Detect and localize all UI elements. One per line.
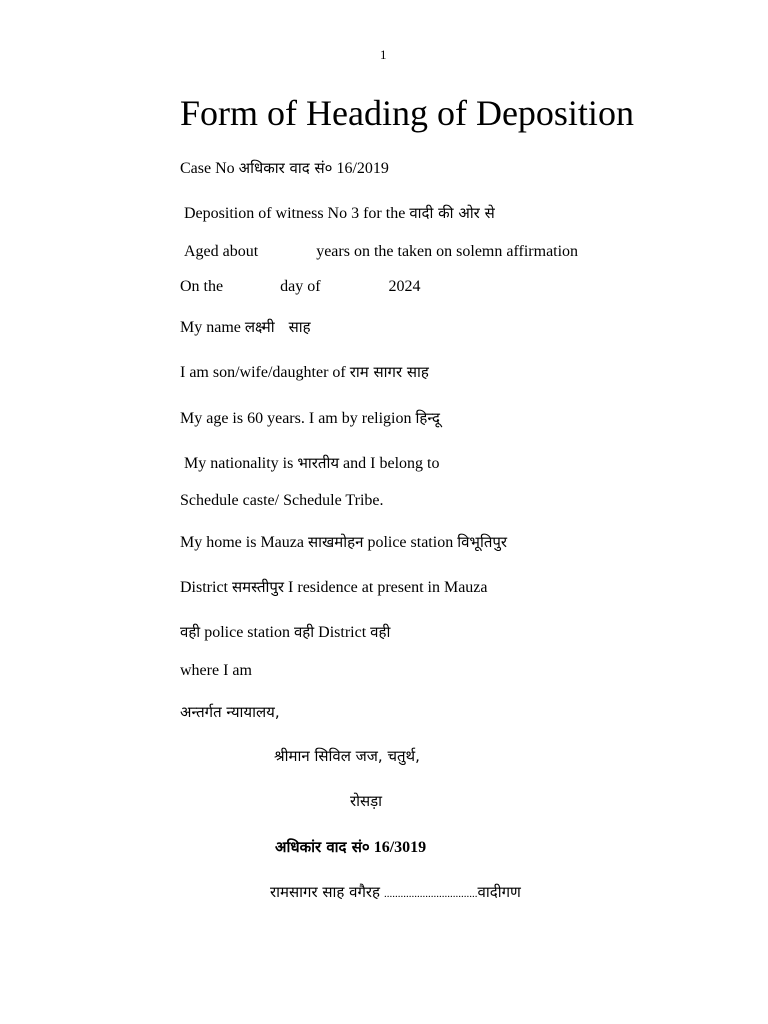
home-label: My home is Mauza [180,534,304,551]
district-value: समस्तीपुर [232,578,285,596]
aged-label: Aged about [184,243,259,260]
aged-line [184,243,578,261]
present-ps: वही [293,623,315,641]
home-line [180,532,507,552]
relation-value: राम सागर साह [349,363,429,381]
home-mauza: साखमोहन [307,533,364,551]
aged-rest: years on the taken on solemn affirmation [316,243,579,260]
nationality-line [184,453,439,473]
religion-value: हिन्दू [415,409,440,427]
nationality-suffix: and I belong to [343,455,440,472]
parties-dots: .................................. [384,888,478,900]
case-number: 16/2019 [336,160,389,177]
name-line [180,317,311,337]
age-religion-line [180,408,440,428]
present-residence-line [180,622,390,642]
case-number-line [180,158,389,178]
deposition-line [184,203,495,223]
date-line [180,278,421,296]
nationality-label: My nationality is [184,455,294,472]
page-number: 1 [380,47,387,62]
district-suffix: I residence at present in Mauza [288,579,488,596]
plaintiff-label: वादीगण [477,883,521,901]
case-hindi-label: अधिकार वाद सं० [238,159,333,177]
where-line: where I am [180,662,252,679]
name-label: My name [180,319,241,336]
deposition-prefix: Deposition of witness No 3 for the [184,205,406,222]
page-title: Form of Heading of Deposition [180,93,634,133]
case-label: Case No [180,160,235,177]
age-religion-label: My age is 60 years. I am by religion [180,410,412,427]
name-first: लक्ष्मी [244,318,275,336]
nationality-value: भारतीय [297,454,340,472]
home-ps: विभूतिपुर [457,533,508,551]
relation-label: I am son/wife/daughter of [180,364,346,381]
court-heading-line1: अन्तर्गत न्यायालय, [180,703,280,721]
present-district: वही [370,623,391,641]
day-of-label: day of [280,278,321,295]
present-district-label: District [318,624,367,641]
court-case-line [275,837,426,857]
home-ps-label: police station [367,534,454,551]
court-case-number: 16/3019 [373,839,427,856]
court-heading-place: रोसड़ा [350,792,383,810]
present-ps-label: police station [204,624,290,641]
relation-line [180,362,429,382]
deposition-party: वादी की ओर से [409,204,495,222]
district-line [180,577,488,597]
present-mauza: वही [180,623,201,641]
court-heading-line2: श्रीमान सिविल जज, चतुर्थ, [274,747,420,765]
district-label: District [180,579,228,596]
on-the-label: On the [180,278,224,295]
caste-line: Schedule caste/ Schedule Tribe. [180,492,384,509]
court-case-hindi: अधिकांर वाद सं० [275,838,370,856]
year-value: 2024 [388,278,421,295]
parties-line [270,882,521,902]
parties-name: रामसागर साह वगैरह [270,883,381,901]
name-last: साह [288,318,311,336]
